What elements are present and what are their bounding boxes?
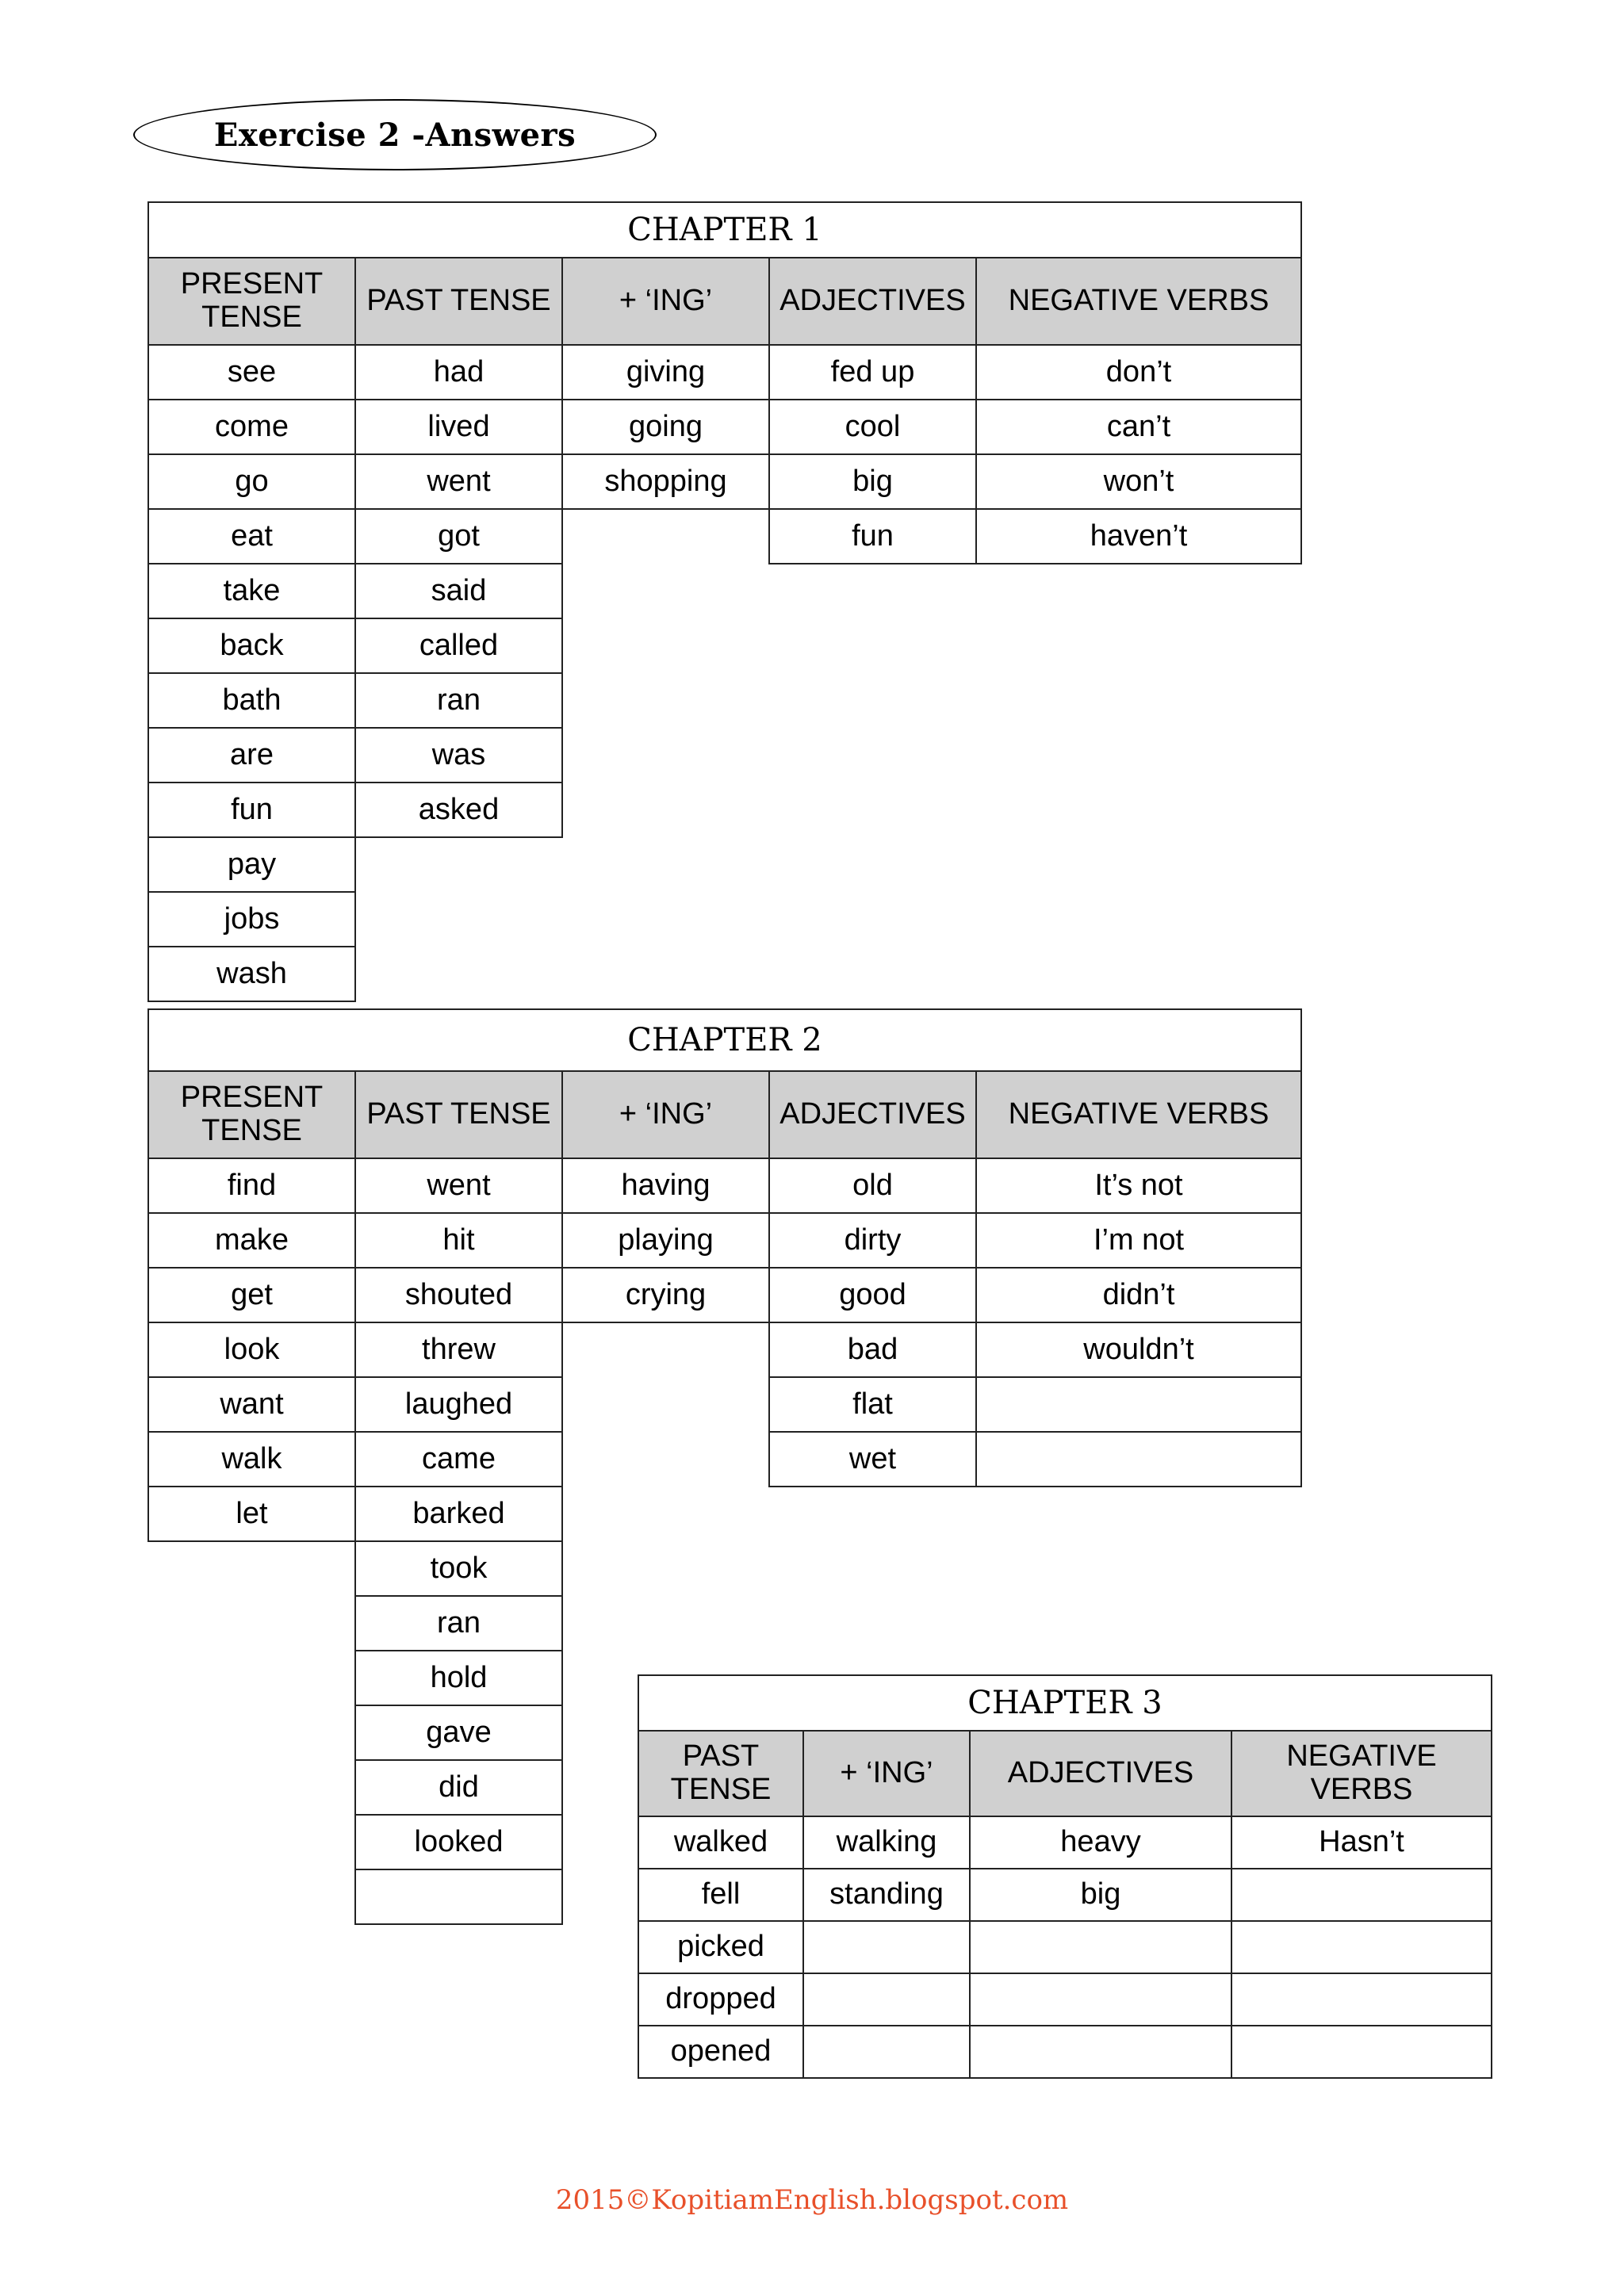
table-cell: take — [147, 563, 356, 619]
table-cell: hit — [354, 1212, 563, 1269]
column-header: + ‘ING’ — [561, 1070, 770, 1159]
chapter-title: CHAPTER 2 — [147, 1008, 1302, 1072]
table-cell: make — [147, 1212, 356, 1269]
table-cell: crying — [561, 1267, 770, 1323]
table-cell: was — [354, 727, 563, 783]
table-cell: bad — [768, 1322, 977, 1378]
table-cell: see — [147, 344, 356, 400]
table-cell: come — [147, 399, 356, 455]
table-cell: pay — [147, 836, 356, 893]
table-cell: wash — [147, 946, 356, 1002]
table-cell: threw — [354, 1322, 563, 1378]
table-cell: jobs — [147, 891, 356, 947]
table-cell: walk — [147, 1431, 356, 1487]
column-header: ADJECTIVES — [969, 1730, 1232, 1817]
table-cell: wouldn’t — [975, 1322, 1302, 1378]
table-cell: get — [147, 1267, 356, 1323]
table-cell: dirty — [768, 1212, 977, 1269]
table-cell: back — [147, 618, 356, 674]
table-cell: bath — [147, 672, 356, 729]
table-cell: old — [768, 1158, 977, 1214]
table-cell: went — [354, 453, 563, 510]
table-cell: hold — [354, 1650, 563, 1706]
column-header: + ‘ING’ — [802, 1730, 971, 1817]
table-cell: eat — [147, 508, 356, 564]
table-cell: called — [354, 618, 563, 674]
table-cell: cool — [768, 399, 977, 455]
table-cell: haven’t — [975, 508, 1302, 564]
table-cell: said — [354, 563, 563, 619]
column-header: ADJECTIVES — [768, 257, 977, 346]
column-header: PAST TENSE — [638, 1730, 804, 1817]
column-header: PAST TENSE — [354, 257, 563, 346]
column-header: + ‘ING’ — [561, 257, 770, 346]
table-cell: find — [147, 1158, 356, 1214]
column-header: PAST TENSE — [354, 1070, 563, 1159]
chapter-title: CHAPTER 3 — [638, 1674, 1492, 1732]
table-cell: asked — [354, 782, 563, 838]
table-cell — [969, 1920, 1232, 1974]
table-cell: don’t — [975, 344, 1302, 400]
table-cell: standing — [802, 1868, 971, 1922]
table-cell: are — [147, 727, 356, 783]
table-cell — [802, 2025, 971, 2079]
column-header: NEGATIVE VERBS — [1231, 1730, 1492, 1817]
table-cell: picked — [638, 1920, 804, 1974]
table-cell: fell — [638, 1868, 804, 1922]
column-header: PRESENT TENSE — [147, 1070, 356, 1159]
table-cell — [1231, 1973, 1492, 2026]
table-cell: shopping — [561, 453, 770, 510]
table-cell: lived — [354, 399, 563, 455]
table-cell: look — [147, 1322, 356, 1378]
table-cell — [975, 1376, 1302, 1433]
table-cell — [1231, 1920, 1492, 1974]
table-cell: took — [354, 1540, 563, 1597]
table-cell: looked — [354, 1814, 563, 1870]
table-cell: laughed — [354, 1376, 563, 1433]
table-cell: good — [768, 1267, 977, 1323]
table-cell: heavy — [969, 1816, 1232, 1869]
table-cell — [975, 1431, 1302, 1487]
table-cell: walked — [638, 1816, 804, 1869]
table-cell: had — [354, 344, 563, 400]
table-cell: came — [354, 1431, 563, 1487]
table-cell: flat — [768, 1376, 977, 1433]
table-cell: gave — [354, 1705, 563, 1761]
table-cell: barked — [354, 1486, 563, 1542]
table-cell: didn’t — [975, 1267, 1302, 1323]
table-cell: opened — [638, 2025, 804, 2079]
table-cell: big — [768, 453, 977, 510]
table-cell: big — [969, 1868, 1232, 1922]
table-cell: I’m not — [975, 1212, 1302, 1269]
exercise-title: Exercise 2 -Answers — [133, 99, 657, 170]
table-cell — [1231, 1868, 1492, 1922]
table-cell: walking — [802, 1816, 971, 1869]
table-cell: fun — [768, 508, 977, 564]
table-cell: Hasn’t — [1231, 1816, 1492, 1869]
table-cell: having — [561, 1158, 770, 1214]
column-header: NEGATIVE VERBS — [975, 257, 1302, 346]
table-cell: giving — [561, 344, 770, 400]
chapter-title: CHAPTER 1 — [147, 201, 1302, 258]
table-cell: ran — [354, 672, 563, 729]
table-cell: won’t — [975, 453, 1302, 510]
table-cell: wet — [768, 1431, 977, 1487]
column-header: NEGATIVE VERBS — [975, 1070, 1302, 1159]
table-cell: ran — [354, 1595, 563, 1651]
footer-copyright: 2015©KopitiamEnglish.blogspot.com — [555, 2184, 1069, 2216]
table-cell: dropped — [638, 1973, 804, 2026]
table-cell: let — [147, 1486, 356, 1542]
table-cell: went — [354, 1158, 563, 1214]
table-cell — [354, 1869, 563, 1925]
column-header: PRESENT TENSE — [147, 257, 356, 346]
table-cell: did — [354, 1759, 563, 1816]
table-cell: shouted — [354, 1267, 563, 1323]
column-header: ADJECTIVES — [768, 1070, 977, 1159]
table-cell: going — [561, 399, 770, 455]
table-cell: playing — [561, 1212, 770, 1269]
table-cell: got — [354, 508, 563, 564]
table-cell: want — [147, 1376, 356, 1433]
table-cell — [1231, 2025, 1492, 2079]
table-cell — [802, 1973, 971, 2026]
table-cell — [969, 2025, 1232, 2079]
table-cell: go — [147, 453, 356, 510]
table-cell: can’t — [975, 399, 1302, 455]
table-cell — [802, 1920, 971, 1974]
table-cell: It’s not — [975, 1158, 1302, 1214]
table-cell: fed up — [768, 344, 977, 400]
table-cell — [969, 1973, 1232, 2026]
table-cell: fun — [147, 782, 356, 838]
